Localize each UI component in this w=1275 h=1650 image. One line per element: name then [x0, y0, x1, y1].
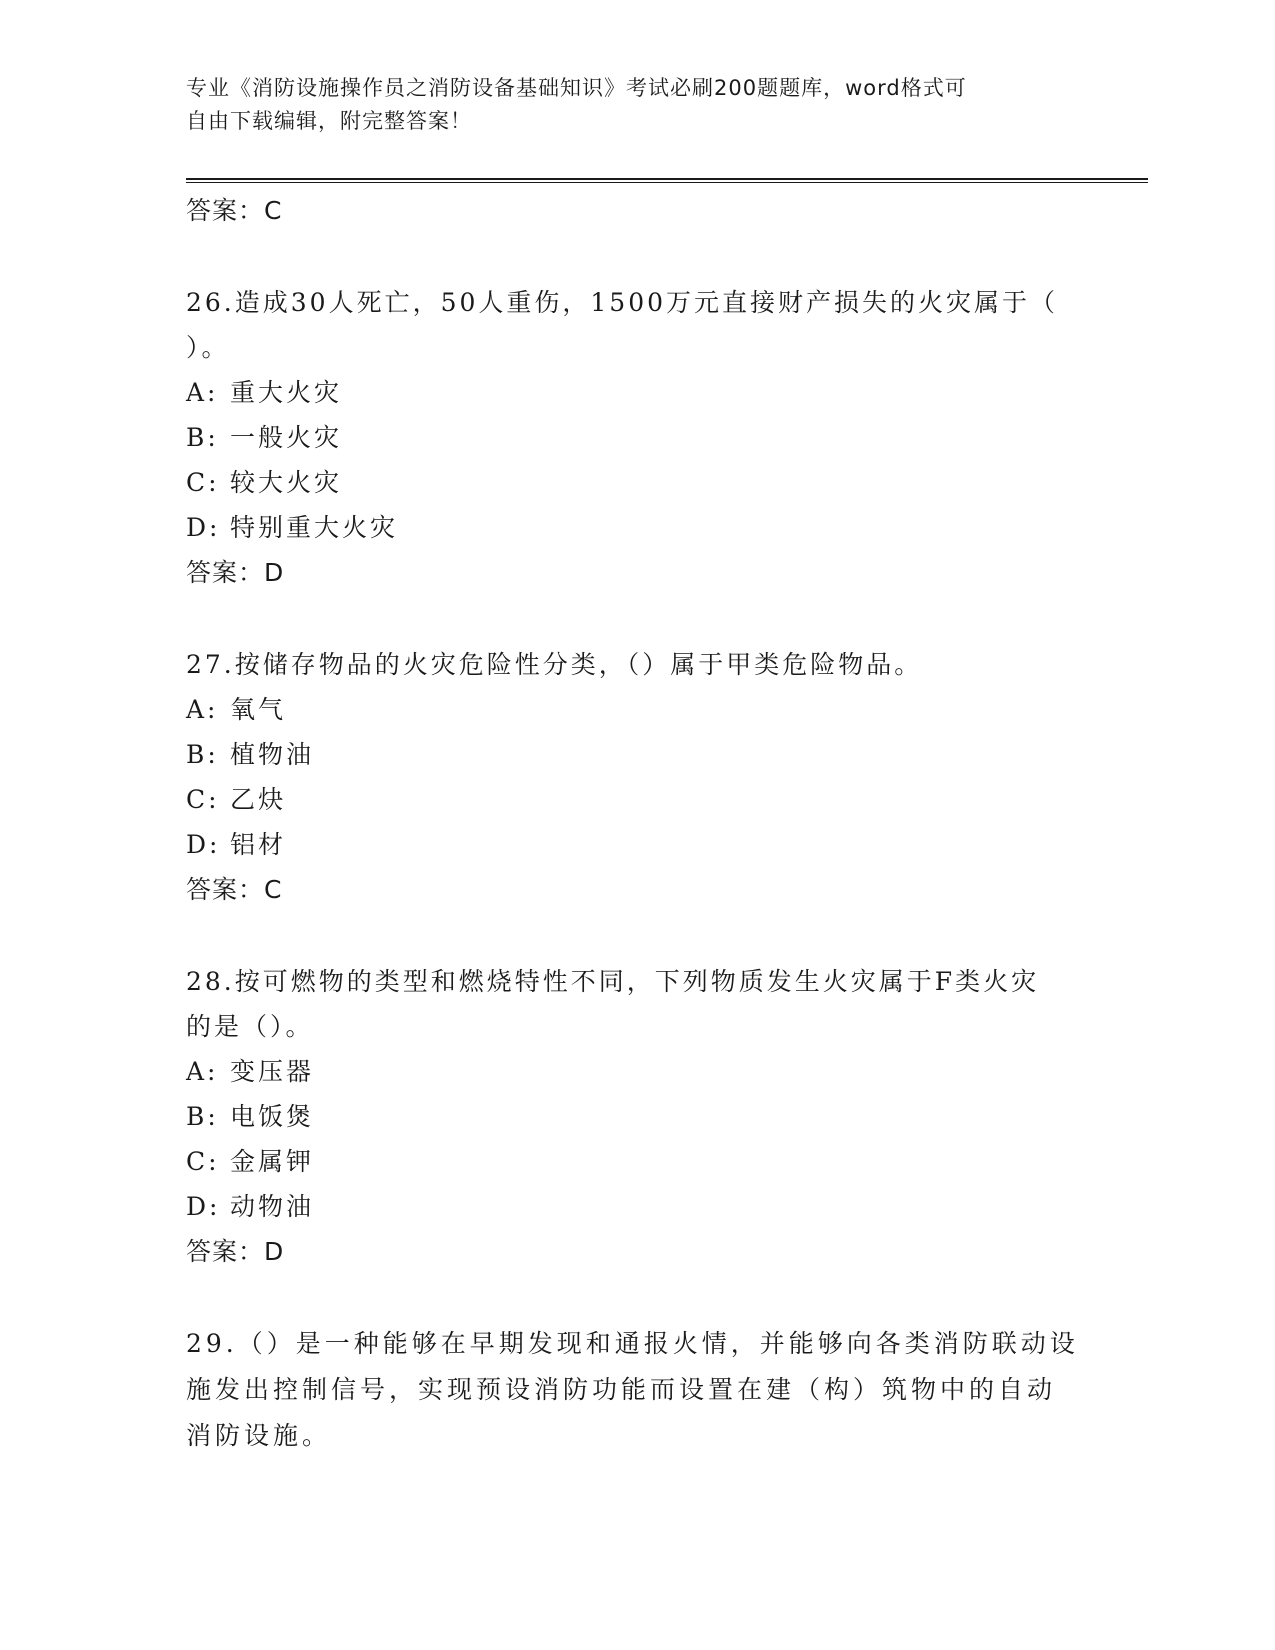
- question-28: [186, 959, 1086, 1049]
- question-text-line: 29.（）是一种能够在早期发现和通报火情，并能够向各类消防联动设: [186, 1329, 1079, 1358]
- question-text-line: 27.按储存物品的火灾危险性分类，（）属于甲类危险物品。: [186, 650, 923, 679]
- option-a: [186, 687, 1086, 732]
- option-text: 植物油: [230, 740, 315, 769]
- option-text: 变压器: [230, 1057, 315, 1086]
- option-text: 特别重大火灾: [230, 513, 399, 542]
- answer-27: 答案：C: [186, 875, 283, 904]
- option-text: 乙炔: [230, 785, 287, 814]
- option-letter: C:: [186, 1147, 220, 1176]
- option-letter: A:: [186, 695, 219, 724]
- header-line-1: 专业《消防设施操作员之消防设备基础知识》考试必刷200题题库，word格式可: [186, 76, 967, 100]
- option-text: 铝材: [230, 830, 287, 859]
- answer-28: 答案：D: [186, 1237, 285, 1266]
- option-b: [186, 732, 1086, 777]
- option-text: 较大火灾: [230, 468, 343, 497]
- option-a: [186, 1049, 1086, 1094]
- option-letter: B:: [186, 740, 219, 769]
- option-text: 重大火灾: [230, 378, 343, 407]
- question-text-line: 28.按可燃物的类型和燃烧特性不同，下列物质发生火灾属于F类火灾: [186, 967, 1040, 996]
- header-line-2: 自由下载编辑，附完整答案！: [186, 109, 472, 133]
- option-d: [186, 822, 1086, 867]
- option-c: [186, 460, 1086, 505]
- option-b: [186, 1094, 1086, 1139]
- option-letter: C:: [186, 468, 220, 497]
- option-d: [186, 1184, 1086, 1229]
- question-29: [186, 1321, 1086, 1459]
- option-letter: A:: [186, 378, 219, 407]
- answer-previous: 答案：C: [186, 196, 283, 225]
- option-letter: C:: [186, 785, 220, 814]
- option-letter: D:: [186, 1192, 221, 1221]
- document-header: [186, 72, 1066, 138]
- question-text-line: 26.造成30人死亡，50人重伤，1500万元直接财产损失的火灾属于（: [186, 288, 1059, 317]
- header-divider-thick: [186, 178, 1148, 180]
- option-text: 动物油: [230, 1192, 315, 1221]
- question-text-line: ）。: [186, 333, 230, 362]
- option-b: [186, 415, 1086, 460]
- option-letter: A:: [186, 1057, 219, 1086]
- option-c: [186, 1139, 1086, 1184]
- question-text-line: 消防设施。: [186, 1421, 332, 1450]
- option-text: 金属钾: [230, 1147, 315, 1176]
- question-list: [186, 188, 1086, 1459]
- option-c: [186, 777, 1086, 822]
- option-letter: D:: [186, 830, 221, 859]
- option-text: 氧气: [230, 695, 287, 724]
- question-26: [186, 280, 1086, 370]
- question-27: [186, 642, 1086, 687]
- option-letter: D:: [186, 513, 221, 542]
- question-text-line: 的是（）。: [186, 1012, 314, 1041]
- option-letter: B:: [186, 423, 219, 452]
- header-divider-thin: [186, 182, 1148, 183]
- question-text-line: 施发出控制信号，实现预设消防功能而设置在建（构）筑物中的自动: [186, 1375, 1057, 1404]
- option-text: 一般火灾: [230, 423, 343, 452]
- option-letter: B:: [186, 1102, 219, 1131]
- option-text: 电饭煲: [230, 1102, 315, 1131]
- option-a: [186, 370, 1086, 415]
- answer-26: 答案：D: [186, 558, 285, 587]
- option-d: [186, 505, 1086, 550]
